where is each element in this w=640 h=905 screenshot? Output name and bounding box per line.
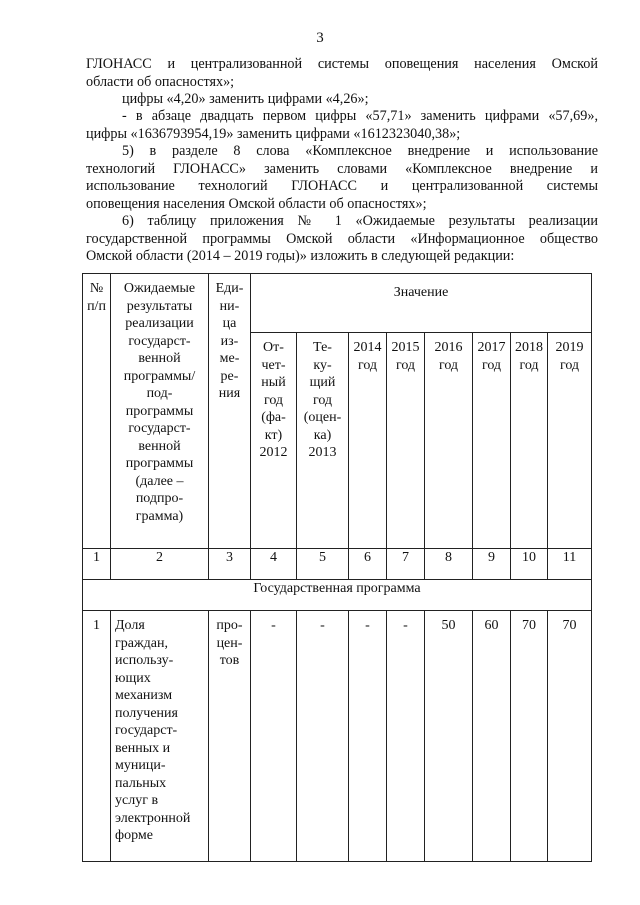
header-year-2013 [297, 333, 349, 549]
cell-line: граждан, [115, 635, 168, 651]
text-line: технологий ГЛОНАСС» заменить словами «Комплексное внедрение и [86, 160, 598, 177]
header-year-2015 [387, 333, 425, 549]
cell-line: ни- [219, 298, 240, 314]
text-line: оповещения населения Омской области об опасностях»; [86, 195, 427, 212]
cell-line: год [559, 357, 580, 373]
cell-line: государст- [128, 421, 191, 436]
cell-line: использу- [115, 653, 174, 668]
cell-line: ме- [219, 351, 240, 366]
row-value-2018: 70 [511, 611, 548, 862]
cell-line: пальных [115, 775, 167, 791]
text-line: - в абзаце двадцать первом цифры «57,71» заменить цифрами «57,69», [122, 108, 598, 124]
cell-line: венной [138, 351, 181, 366]
cell-line: услуг в [115, 793, 159, 808]
cell-line: ния [218, 386, 241, 401]
cell-line: 2018 [515, 340, 543, 355]
cell-line: Доля [115, 618, 145, 633]
cell-line: получения [115, 705, 178, 721]
header-num [83, 274, 111, 549]
cell-line: электронной [115, 810, 191, 826]
paragraph-1 [86, 56, 598, 91]
paragraph-3 [86, 108, 598, 143]
row-value-2014: - [349, 611, 387, 862]
cell-line: кт) [264, 427, 283, 443]
results-table [82, 273, 592, 862]
cell-line: программы [125, 403, 194, 419]
cell-line: программы/ [123, 368, 196, 384]
cell-line: из- [220, 333, 239, 349]
cell-line: № [89, 281, 104, 296]
row-unit [209, 611, 251, 862]
text-line: цифры «1636793954,19» заменить цифрами «1612323040,38»; [86, 125, 461, 142]
cell-line: (оцен- [303, 410, 342, 425]
row-value-2017: 60 [473, 611, 511, 862]
cell-line: 2015 [391, 340, 420, 355]
cell-line: тов [219, 653, 240, 668]
column-number: 11 [548, 549, 592, 580]
cell-line: Еди- [215, 281, 244, 296]
cell-line: механизм [115, 688, 173, 703]
cell-line: 2013 [308, 445, 337, 460]
cell-line: ющих [115, 670, 151, 686]
cell-line: про- [216, 618, 243, 633]
cell-line: Те- [313, 340, 332, 355]
column-number: 10 [511, 549, 548, 580]
text-line: ГЛОНАСС и централизованной системы оповещения населения Омской [86, 56, 598, 72]
cell-line: 2012 [259, 445, 288, 460]
row-value-2012: - [251, 611, 297, 862]
cell-line: От- [263, 340, 284, 355]
column-number: 4 [251, 549, 297, 580]
paragraph-4 [86, 143, 598, 213]
cell-line: год [519, 357, 539, 373]
header-year-2016 [425, 333, 473, 549]
header-year-2019 [548, 333, 592, 549]
cell-line: Ожидаемые [123, 281, 196, 296]
cell-line: 2016 [434, 340, 463, 355]
cell-line: год [312, 392, 333, 408]
cell-line: государст- [115, 723, 178, 738]
text-line: 6) таблицу приложения № 1 «Ожидаемые результаты реализации [122, 213, 598, 229]
cell-line: под- [146, 386, 173, 401]
cell-line: венной [138, 438, 181, 454]
column-number: 5 [297, 549, 349, 580]
row-result [111, 611, 209, 862]
column-number: 6 [349, 549, 387, 580]
cell-line: (далее – [135, 473, 184, 489]
cell-line: реализации [125, 316, 194, 331]
column-numbers-row [83, 549, 592, 580]
cell-line: п/п [87, 298, 106, 314]
cell-line: программы [125, 456, 194, 471]
cell-line: год [395, 357, 416, 373]
header-year-2012 [251, 333, 297, 549]
cell-line: год [481, 357, 502, 373]
text-line: 5) в разделе 8 слова «Комплексное внедрение и использование [122, 143, 598, 159]
text-line: использование технологий ГЛОНАСС и централизованной системы [86, 178, 598, 194]
section-title: Государственная программа [83, 580, 592, 611]
cell-line: (фа- [261, 410, 286, 425]
cell-line: щий [309, 375, 336, 390]
header-results [111, 274, 209, 549]
text-line: Омской области (2014 – 2019 годы)» изложить в следующей редакции: [86, 248, 515, 264]
row-value-2016: 50 [425, 611, 473, 862]
cell-line: подпро- [135, 491, 184, 506]
cell-line: ца [222, 316, 237, 331]
cell-line: ку- [313, 357, 332, 373]
section-row [83, 580, 592, 611]
cell-line: год [263, 392, 284, 408]
cell-line: 2019 [555, 340, 584, 355]
cell-line: чет- [261, 357, 286, 373]
cell-line: государст- [128, 333, 191, 349]
text-line: области об опасностях»; [86, 73, 235, 90]
cell-line: год [357, 357, 378, 373]
row-value-2019: 70 [548, 611, 592, 862]
cell-line: 2014 [353, 340, 382, 355]
cell-line: результаты [126, 298, 193, 314]
cell-line: венных и [115, 740, 171, 756]
cell-line: ре- [220, 368, 239, 384]
paragraph-2 [122, 91, 598, 109]
column-number: 7 [387, 549, 425, 580]
text-line: цифры «4,20» заменить цифрами «4,26»; [122, 91, 369, 107]
column-number: 1 [83, 549, 111, 580]
paragraph-5 [86, 213, 598, 266]
column-number: 3 [209, 549, 251, 580]
header-unit [209, 274, 251, 549]
cell-line: ный [261, 375, 286, 390]
cell-line: грамма) [135, 508, 184, 524]
column-number: 9 [473, 549, 511, 580]
row-value-2015: - [387, 611, 425, 862]
cell-line: ка) [313, 427, 332, 443]
row-num: 1 [83, 611, 111, 862]
cell-line: муници- [115, 758, 166, 773]
header-year-2017 [473, 333, 511, 549]
column-number: 2 [111, 549, 209, 580]
page-number: 3 [316, 30, 324, 46]
cell-line: форме [115, 828, 153, 843]
row-value-2013: - [297, 611, 349, 862]
text-line: государственной программы Омской области «Информационное общество [86, 230, 598, 247]
table-row [83, 611, 592, 862]
header-year-2014 [349, 333, 387, 549]
header-year-2018 [511, 333, 548, 549]
cell-line: 2017 [477, 340, 506, 355]
cell-line: год [438, 357, 459, 373]
cell-line: цен- [216, 635, 243, 651]
header-value: Значение [251, 274, 592, 333]
column-number: 8 [425, 549, 473, 580]
